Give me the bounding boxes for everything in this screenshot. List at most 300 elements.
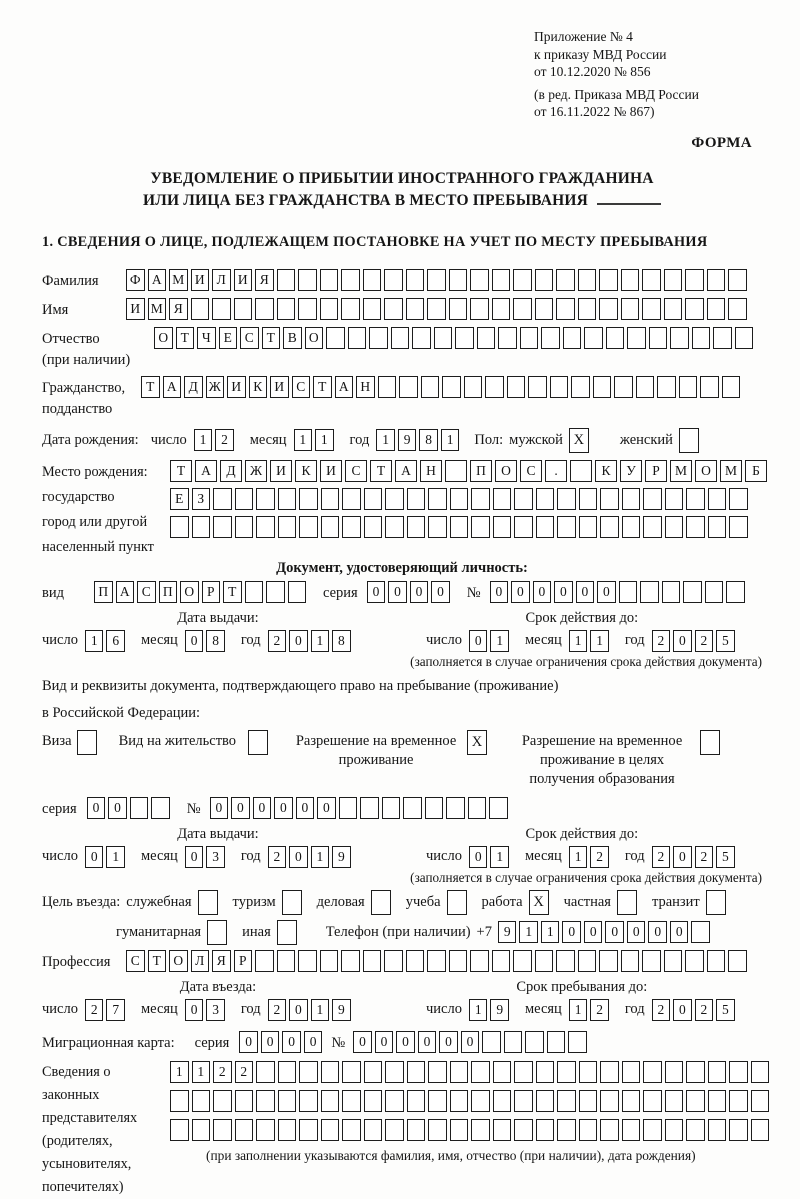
residence-permit-checkbox[interactable] (248, 730, 268, 755)
char-cell[interactable] (407, 1119, 426, 1141)
char-cell[interactable] (557, 516, 576, 538)
purpose-humanitarian-checkbox[interactable] (207, 920, 227, 945)
char-cell[interactable] (729, 1061, 748, 1083)
char-cell[interactable]: 0 (353, 1031, 372, 1053)
char-cell[interactable] (600, 1061, 619, 1083)
char-cell[interactable]: 0 (289, 999, 308, 1021)
char-cell[interactable]: 0 (673, 999, 692, 1021)
char-cell[interactable]: 9 (490, 999, 509, 1021)
char-cell[interactable] (606, 327, 625, 349)
char-cell[interactable]: П (159, 581, 178, 603)
char-cell[interactable] (642, 269, 661, 291)
char-cell[interactable] (621, 950, 640, 972)
char-cell[interactable]: С (240, 327, 259, 349)
char-cell[interactable]: И (227, 376, 246, 398)
char-cell[interactable]: 0 (388, 581, 407, 603)
char-cell[interactable]: 0 (584, 921, 603, 943)
char-cell[interactable] (191, 298, 210, 320)
char-cell[interactable]: В (283, 327, 302, 349)
char-cell[interactable]: 2 (268, 630, 287, 652)
char-cell[interactable] (364, 516, 383, 538)
char-cell[interactable] (493, 1090, 512, 1112)
char-cell[interactable] (450, 488, 469, 510)
char-cell[interactable] (556, 269, 575, 291)
char-cell[interactable] (665, 1061, 684, 1083)
char-cell[interactable]: 2 (695, 846, 714, 868)
char-cell[interactable] (670, 327, 689, 349)
char-cell[interactable]: Т (141, 376, 160, 398)
char-cell[interactable] (342, 1090, 361, 1112)
char-cell[interactable] (471, 1119, 490, 1141)
char-cell[interactable]: Р (202, 581, 221, 603)
char-cell[interactable]: 1 (519, 921, 538, 943)
char-cell[interactable]: 0 (185, 999, 204, 1021)
char-cell[interactable]: 1 (294, 429, 313, 451)
char-cell[interactable] (341, 298, 360, 320)
char-cell[interactable] (385, 1119, 404, 1141)
char-cell[interactable] (385, 1061, 404, 1083)
char-cell[interactable]: 2 (215, 429, 234, 451)
char-cell[interactable] (550, 376, 569, 398)
char-cell[interactable]: И (270, 460, 292, 482)
char-cell[interactable] (342, 1119, 361, 1141)
char-cell[interactable]: 0 (282, 1031, 301, 1053)
char-cell[interactable]: 2 (268, 846, 287, 868)
char-cell[interactable] (571, 376, 590, 398)
char-cell[interactable] (471, 488, 490, 510)
char-cell[interactable] (485, 376, 504, 398)
char-cell[interactable]: 1 (441, 429, 460, 451)
char-cell[interactable] (320, 298, 339, 320)
char-cell[interactable] (729, 1119, 748, 1141)
char-cell[interactable] (235, 488, 254, 510)
char-cell[interactable] (425, 797, 444, 819)
char-cell[interactable]: 0 (304, 1031, 323, 1053)
char-cell[interactable] (600, 1090, 619, 1112)
char-cell[interactable] (493, 1119, 512, 1141)
char-cell[interactable]: 0 (185, 846, 204, 868)
char-cell[interactable] (320, 950, 339, 972)
char-cell[interactable]: 1 (490, 630, 509, 652)
char-cell[interactable]: 1 (106, 846, 125, 868)
char-cell[interactable]: 2 (695, 999, 714, 1021)
char-cell[interactable]: Л (191, 950, 210, 972)
char-cell[interactable]: 9 (332, 846, 351, 868)
char-cell[interactable] (277, 950, 296, 972)
char-cell[interactable] (428, 1090, 447, 1112)
char-cell[interactable]: 2 (652, 846, 671, 868)
char-cell[interactable]: 1 (194, 429, 213, 451)
char-cell[interactable] (504, 1031, 523, 1053)
sex-female-checkbox[interactable] (679, 428, 699, 453)
char-cell[interactable] (489, 797, 508, 819)
char-cell[interactable]: Я (255, 269, 274, 291)
char-cell[interactable] (341, 950, 360, 972)
char-cell[interactable] (621, 269, 640, 291)
char-cell[interactable] (578, 298, 597, 320)
char-cell[interactable]: 9 (332, 999, 351, 1021)
char-cell[interactable] (578, 269, 597, 291)
char-cell[interactable] (245, 581, 264, 603)
char-cell[interactable] (686, 1090, 705, 1112)
char-cell[interactable]: 1 (490, 846, 509, 868)
char-cell[interactable]: 0 (670, 921, 689, 943)
char-cell[interactable] (729, 488, 748, 510)
char-cell[interactable] (256, 488, 275, 510)
char-cell[interactable]: Т (148, 950, 167, 972)
char-cell[interactable]: 0 (469, 846, 488, 868)
char-cell[interactable] (493, 488, 512, 510)
char-cell[interactable] (643, 488, 662, 510)
char-cell[interactable] (384, 269, 403, 291)
char-cell[interactable]: А (335, 376, 354, 398)
char-cell[interactable] (593, 376, 612, 398)
char-cell[interactable] (556, 298, 575, 320)
char-cell[interactable] (256, 516, 275, 538)
char-cell[interactable] (528, 376, 547, 398)
char-cell[interactable] (385, 516, 404, 538)
char-cell[interactable] (492, 269, 511, 291)
purpose-work-checkbox[interactable]: X (529, 890, 549, 915)
char-cell[interactable] (708, 516, 727, 538)
char-cell[interactable]: 0 (108, 797, 127, 819)
char-cell[interactable]: М (720, 460, 742, 482)
char-cell[interactable]: 0 (289, 846, 308, 868)
char-cell[interactable] (471, 1090, 490, 1112)
char-cell[interactable] (622, 488, 641, 510)
char-cell[interactable] (363, 269, 382, 291)
char-cell[interactable]: 9 (398, 429, 417, 451)
char-cell[interactable]: Я (212, 950, 231, 972)
char-cell[interactable] (493, 516, 512, 538)
char-cell[interactable]: 0 (673, 630, 692, 652)
char-cell[interactable] (369, 327, 388, 349)
char-cell[interactable] (192, 1119, 211, 1141)
char-cell[interactable] (407, 1061, 426, 1083)
char-cell[interactable]: 2 (695, 630, 714, 652)
char-cell[interactable]: 0 (274, 797, 293, 819)
char-cell[interactable]: К (249, 376, 268, 398)
char-cell[interactable] (600, 516, 619, 538)
char-cell[interactable]: 0 (317, 797, 336, 819)
char-cell[interactable] (342, 488, 361, 510)
char-cell[interactable] (406, 269, 425, 291)
char-cell[interactable] (427, 950, 446, 972)
char-cell[interactable] (407, 488, 426, 510)
char-cell[interactable]: 0 (375, 1031, 394, 1053)
char-cell[interactable] (729, 516, 748, 538)
char-cell[interactable] (213, 1119, 232, 1141)
char-cell[interactable] (536, 488, 555, 510)
char-cell[interactable]: Е (219, 327, 238, 349)
char-cell[interactable] (557, 1119, 576, 1141)
char-cell[interactable]: 0 (253, 797, 272, 819)
char-cell[interactable] (536, 516, 555, 538)
char-cell[interactable] (622, 1061, 641, 1083)
char-cell[interactable] (341, 269, 360, 291)
char-cell[interactable]: С (137, 581, 156, 603)
char-cell[interactable] (363, 298, 382, 320)
char-cell[interactable] (664, 269, 683, 291)
char-cell[interactable]: 0 (554, 581, 573, 603)
char-cell[interactable] (339, 797, 358, 819)
char-cell[interactable]: 0 (289, 630, 308, 652)
char-cell[interactable]: И (320, 460, 342, 482)
char-cell[interactable]: 2 (590, 999, 609, 1021)
char-cell[interactable] (728, 269, 747, 291)
char-cell[interactable] (477, 327, 496, 349)
char-cell[interactable] (599, 950, 618, 972)
char-cell[interactable]: 0 (533, 581, 552, 603)
char-cell[interactable] (406, 950, 425, 972)
char-cell[interactable]: 5 (716, 630, 735, 652)
char-cell[interactable] (751, 1119, 770, 1141)
char-cell[interactable] (614, 376, 633, 398)
char-cell[interactable]: 0 (396, 1031, 415, 1053)
char-cell[interactable] (685, 298, 704, 320)
char-cell[interactable] (729, 1090, 748, 1112)
char-cell[interactable] (643, 1090, 662, 1112)
char-cell[interactable] (664, 298, 683, 320)
char-cell[interactable] (151, 797, 170, 819)
char-cell[interactable] (470, 298, 489, 320)
char-cell[interactable]: Л (212, 269, 231, 291)
char-cell[interactable] (751, 1061, 770, 1083)
char-cell[interactable]: 8 (419, 429, 438, 451)
char-cell[interactable] (665, 488, 684, 510)
char-cell[interactable] (278, 1119, 297, 1141)
char-cell[interactable] (492, 950, 511, 972)
char-cell[interactable] (235, 1090, 254, 1112)
char-cell[interactable] (412, 327, 431, 349)
char-cell[interactable] (536, 1090, 555, 1112)
char-cell[interactable]: О (695, 460, 717, 482)
char-cell[interactable] (255, 950, 274, 972)
char-cell[interactable]: И (191, 269, 210, 291)
char-cell[interactable] (662, 581, 681, 603)
char-cell[interactable] (665, 1090, 684, 1112)
char-cell[interactable]: П (470, 460, 492, 482)
char-cell[interactable] (403, 797, 422, 819)
char-cell[interactable]: Н (356, 376, 375, 398)
char-cell[interactable]: 0 (490, 581, 509, 603)
char-cell[interactable] (342, 1061, 361, 1083)
char-cell[interactable]: 0 (673, 846, 692, 868)
char-cell[interactable]: 2 (652, 630, 671, 652)
temp-residence-education-checkbox[interactable] (700, 730, 720, 755)
char-cell[interactable] (708, 1119, 727, 1141)
char-cell[interactable]: С (292, 376, 311, 398)
char-cell[interactable] (664, 950, 683, 972)
char-cell[interactable]: А (163, 376, 182, 398)
char-cell[interactable]: П (94, 581, 113, 603)
char-cell[interactable] (535, 950, 554, 972)
char-cell[interactable] (557, 488, 576, 510)
char-cell[interactable]: Р (234, 950, 253, 972)
char-cell[interactable] (278, 1090, 297, 1112)
char-cell[interactable]: . (545, 460, 567, 482)
char-cell[interactable] (321, 516, 340, 538)
visa-checkbox[interactable] (77, 730, 97, 755)
char-cell[interactable] (298, 269, 317, 291)
char-cell[interactable]: И (126, 298, 145, 320)
char-cell[interactable]: 0 (461, 1031, 480, 1053)
char-cell[interactable] (563, 327, 582, 349)
temp-residence-checkbox[interactable]: X (467, 730, 487, 755)
char-cell[interactable] (514, 1119, 533, 1141)
char-cell[interactable] (470, 269, 489, 291)
char-cell[interactable] (391, 327, 410, 349)
char-cell[interactable] (492, 298, 511, 320)
char-cell[interactable] (707, 269, 726, 291)
char-cell[interactable] (514, 1061, 533, 1083)
char-cell[interactable] (256, 1119, 275, 1141)
char-cell[interactable]: 0 (576, 581, 595, 603)
char-cell[interactable] (599, 269, 618, 291)
char-cell[interactable]: 2 (85, 999, 104, 1021)
char-cell[interactable] (428, 1061, 447, 1083)
char-cell[interactable]: Т (170, 460, 192, 482)
char-cell[interactable] (735, 327, 754, 349)
char-cell[interactable] (557, 1090, 576, 1112)
char-cell[interactable]: 1 (541, 921, 560, 943)
char-cell[interactable]: О (180, 581, 199, 603)
char-cell[interactable] (514, 488, 533, 510)
char-cell[interactable] (450, 1061, 469, 1083)
char-cell[interactable] (685, 269, 704, 291)
char-cell[interactable] (535, 298, 554, 320)
char-cell[interactable] (321, 1090, 340, 1112)
char-cell[interactable]: С (520, 460, 542, 482)
char-cell[interactable]: 1 (376, 429, 395, 451)
char-cell[interactable] (445, 460, 467, 482)
char-cell[interactable] (278, 488, 297, 510)
char-cell[interactable] (449, 298, 468, 320)
sex-male-checkbox[interactable]: X (569, 428, 589, 453)
char-cell[interactable] (570, 460, 592, 482)
char-cell[interactable] (686, 488, 705, 510)
char-cell[interactable] (619, 581, 638, 603)
char-cell[interactable] (536, 1119, 555, 1141)
char-cell[interactable] (364, 1090, 383, 1112)
char-cell[interactable]: О (169, 950, 188, 972)
purpose-private-checkbox[interactable] (617, 890, 637, 915)
char-cell[interactable]: 1 (192, 1061, 211, 1083)
char-cell[interactable] (579, 1090, 598, 1112)
char-cell[interactable] (407, 516, 426, 538)
char-cell[interactable] (364, 488, 383, 510)
char-cell[interactable]: 0 (239, 1031, 258, 1053)
char-cell[interactable] (679, 376, 698, 398)
char-cell[interactable]: 1 (311, 999, 330, 1021)
char-cell[interactable] (235, 1119, 254, 1141)
char-cell[interactable]: 0 (418, 1031, 437, 1053)
char-cell[interactable] (446, 797, 465, 819)
purpose-official-checkbox[interactable] (198, 890, 218, 915)
char-cell[interactable]: 1 (590, 630, 609, 652)
purpose-tourism-checkbox[interactable] (282, 890, 302, 915)
char-cell[interactable]: 1 (85, 630, 104, 652)
char-cell[interactable]: А (195, 460, 217, 482)
char-cell[interactable] (621, 298, 640, 320)
char-cell[interactable]: Д (220, 460, 242, 482)
char-cell[interactable] (665, 1119, 684, 1141)
char-cell[interactable]: 6 (106, 630, 125, 652)
char-cell[interactable]: Ч (197, 327, 216, 349)
char-cell[interactable] (464, 376, 483, 398)
char-cell[interactable]: 0 (410, 581, 429, 603)
char-cell[interactable]: Я (169, 298, 188, 320)
char-cell[interactable] (665, 516, 684, 538)
char-cell[interactable] (520, 327, 539, 349)
char-cell[interactable]: Н (420, 460, 442, 482)
char-cell[interactable]: К (595, 460, 617, 482)
char-cell[interactable]: 0 (627, 921, 646, 943)
char-cell[interactable]: 0 (605, 921, 624, 943)
char-cell[interactable]: 0 (85, 846, 104, 868)
char-cell[interactable]: 2 (268, 999, 287, 1021)
char-cell[interactable]: 5 (716, 846, 735, 868)
char-cell[interactable] (707, 298, 726, 320)
char-cell[interactable] (599, 298, 618, 320)
char-cell[interactable]: К (295, 460, 317, 482)
char-cell[interactable] (468, 797, 487, 819)
purpose-business-checkbox[interactable] (371, 890, 391, 915)
char-cell[interactable] (622, 516, 641, 538)
char-cell[interactable] (751, 1090, 770, 1112)
char-cell[interactable]: 0 (511, 581, 530, 603)
char-cell[interactable] (299, 1090, 318, 1112)
char-cell[interactable]: 0 (562, 921, 581, 943)
char-cell[interactable] (691, 921, 710, 943)
char-cell[interactable] (213, 488, 232, 510)
char-cell[interactable] (364, 1119, 383, 1141)
char-cell[interactable] (256, 1090, 275, 1112)
char-cell[interactable]: 0 (367, 581, 386, 603)
char-cell[interactable] (192, 516, 211, 538)
char-cell[interactable]: 0 (597, 581, 616, 603)
char-cell[interactable]: Е (170, 488, 189, 510)
char-cell[interactable] (683, 581, 702, 603)
char-cell[interactable] (640, 581, 659, 603)
char-cell[interactable] (321, 1061, 340, 1083)
char-cell[interactable] (722, 376, 741, 398)
char-cell[interactable] (288, 581, 307, 603)
char-cell[interactable]: 0 (469, 630, 488, 652)
char-cell[interactable]: 0 (296, 797, 315, 819)
char-cell[interactable]: 1 (311, 846, 330, 868)
char-cell[interactable]: Т (262, 327, 281, 349)
char-cell[interactable] (713, 327, 732, 349)
char-cell[interactable]: 0 (439, 1031, 458, 1053)
char-cell[interactable] (399, 376, 418, 398)
char-cell[interactable]: 0 (210, 797, 229, 819)
char-cell[interactable]: О (305, 327, 324, 349)
char-cell[interactable] (643, 1061, 662, 1083)
char-cell[interactable]: 1 (569, 630, 588, 652)
char-cell[interactable]: М (148, 298, 167, 320)
char-cell[interactable] (442, 376, 461, 398)
purpose-transit-checkbox[interactable] (706, 890, 726, 915)
char-cell[interactable] (298, 950, 317, 972)
char-cell[interactable]: 2 (213, 1061, 232, 1083)
char-cell[interactable] (256, 1061, 275, 1083)
char-cell[interactable]: 1 (311, 630, 330, 652)
char-cell[interactable]: 1 (170, 1061, 189, 1083)
char-cell[interactable] (728, 298, 747, 320)
char-cell[interactable] (642, 298, 661, 320)
char-cell[interactable]: 3 (206, 846, 225, 868)
